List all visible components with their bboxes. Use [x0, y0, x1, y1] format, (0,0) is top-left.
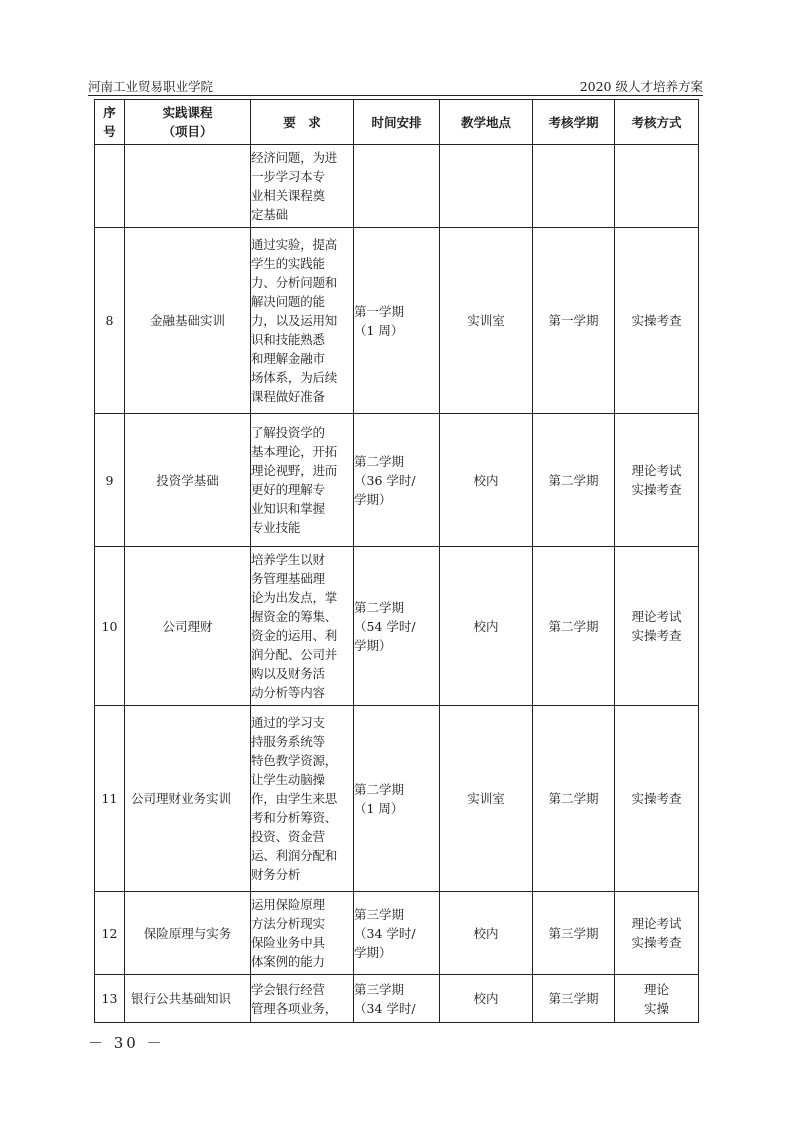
header-document-title: 2020 级人才培养方案 [579, 79, 703, 94]
table-row [95, 145, 699, 228]
col-header-course: 实践课程 （项目） [125, 100, 251, 145]
col-header-time: 时间安排 [354, 100, 440, 145]
teaching-place: 校内 [440, 547, 533, 706]
table-row [95, 414, 699, 547]
assessment-mode: 理论考试 实操考查 [615, 547, 699, 706]
col-header-requirement: 要 求 [251, 100, 354, 145]
time-arrangement: 第三学期 （34 学时/ [354, 975, 440, 1023]
table-row [95, 706, 699, 892]
col-header-number: 序 号 [95, 100, 125, 145]
row-number [95, 145, 125, 228]
row-number: 13 [95, 975, 125, 1023]
time-arrangement [354, 145, 440, 228]
table-row [95, 975, 699, 1023]
assessment-mode: 实操考查 [615, 706, 699, 892]
assessment-term: 第二学期 [533, 414, 615, 547]
table-row [95, 547, 699, 706]
time-arrangement: 第三学期 （34 学时/ 学期） [354, 892, 440, 975]
practice-course-table [94, 99, 699, 1023]
course-requirement: 通过实验，提高 学生的实践能 力、分析问题和 解决问题的能 力，以及运用知 识和技能熟悉 和理解金融市 场体系，为后续 课程做好准备 [251, 228, 354, 414]
table-row [95, 892, 699, 975]
time-arrangement: 第一学期 （1 周） [354, 228, 440, 414]
row-number: 12 [95, 892, 125, 975]
time-arrangement: 第二学期 （36 学时/ 学期） [354, 414, 440, 547]
teaching-place: 校内 [440, 975, 533, 1023]
col-header-term: 考核学期 [533, 100, 615, 145]
row-number: 11 [95, 706, 125, 892]
course-requirement: 培养学生以财 务管理基础理 论为出发点，掌 握资金的筹集、 资金的运用、利 润分配、公司并 购以及财务活 动分析等内容 [251, 547, 354, 706]
assessment-mode [615, 145, 699, 228]
time-arrangement: 第二学期 （54 学时/ 学期） [354, 547, 440, 706]
course-requirement: 了解投资学的 基本理论，开拓 理论视野，进而 更好的理解专 业知识和掌握 专业技能 [251, 414, 354, 547]
assessment-term: 第二学期 [533, 706, 615, 892]
assessment-term: 第三学期 [533, 975, 615, 1023]
assessment-mode: 实操考查 [615, 228, 699, 414]
header-rule [88, 95, 703, 96]
table-header-row [95, 100, 699, 145]
course-requirement: 运用保险原理 方法分析现实 保险业务中具 体案例的能力 [251, 892, 354, 975]
assessment-mode: 理论考试 实操考查 [615, 892, 699, 975]
assessment-term [533, 145, 615, 228]
course-name: 金融基础实训 [125, 228, 251, 414]
course-name: 保险原理与实务 [125, 892, 251, 975]
course-name: 公司理财业务实训 [125, 706, 251, 892]
assessment-term: 第三学期 [533, 892, 615, 975]
row-number: 9 [95, 414, 125, 547]
course-requirement: 通过的学习支 持服务系统等 特色教学资源， 让学生动脑操 作，由学生来思 考和分析筹资、 投资、资金营 运、利润分配和 财务分析 [251, 706, 354, 892]
teaching-place: 校内 [440, 414, 533, 547]
col-header-place: 教学地点 [440, 100, 533, 145]
assessment-term: 第二学期 [533, 547, 615, 706]
assessment-mode: 理论 实操 [615, 975, 699, 1023]
page-number: － 30 － [88, 1034, 165, 1052]
course-requirement: 经济问题，为进 一步学习本专 业相关课程奠 定基础 [251, 145, 354, 228]
teaching-place: 实训室 [440, 706, 533, 892]
assessment-term: 第一学期 [533, 228, 615, 414]
assessment-mode: 理论考试 实操考查 [615, 414, 699, 547]
course-requirement: 学会银行经营 管理各项业务， [251, 975, 354, 1023]
course-name: 投资学基础 [125, 414, 251, 547]
row-number: 8 [95, 228, 125, 414]
col-header-mode: 考核方式 [615, 100, 699, 145]
teaching-place: 校内 [440, 892, 533, 975]
row-number: 10 [95, 547, 125, 706]
header-institution: 河南工业贸易职业学院 [88, 79, 214, 94]
course-name: 公司理财 [125, 547, 251, 706]
table-row [95, 228, 699, 414]
course-name: 银行公共基础知识 [125, 975, 251, 1023]
teaching-place [440, 145, 533, 228]
teaching-place: 实训室 [440, 228, 533, 414]
time-arrangement: 第二学期 （1 周） [354, 706, 440, 892]
course-name [125, 145, 251, 228]
